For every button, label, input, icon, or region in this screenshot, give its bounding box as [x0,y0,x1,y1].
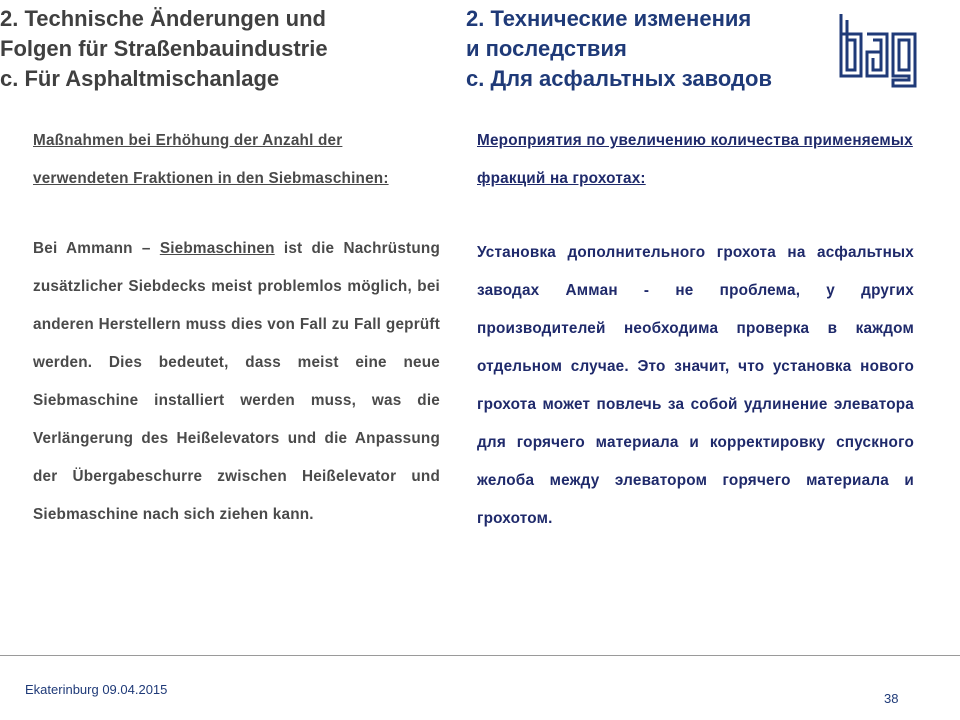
footer-divider [0,655,960,656]
german-body-rest: ist die Nachrüstung zusätzlicher Siebdecks meist problemlos möglich, bei anderen Herstellern muss dies von Fall zu Fall geprüft werden. Dies bedeutet, dass meist eine neue Siebmaschine installiert werden muss, was die Verlängerung des Heißelevators und die Anpassung der Übergabeschurre zwischen Heißelevator und Siebmaschine nach sich ziehen kann. [33,240,440,523]
german-body-prefix: Bei Ammann – [33,240,160,257]
german-column [33,122,440,523]
bag-logo-icon [833,12,927,88]
german-body [33,230,440,534]
page-number: 38 [884,691,899,706]
russian-column [477,122,914,527]
russian-body: Установка дополнительного грохота на асфальтных заводах Амман - не проблема, у других производителей необходима проверка в каждом отдельном случае. Это значит, что установка нового грохота может повлечь за собой удлинение элеватора для горячего материала и корректировку спускного желоба между элеватором горячего материала и грохотом. [477,244,914,527]
russian-heading: Мероприятия по увеличению количества применяемых фракций на грохотах: [477,132,913,187]
page-title-german: 2. Technische Änderungen und Folgen für Straßenbauindustrie c. Für Asphaltmischanlage [0,6,328,91]
german-heading: Maßnahmen bei Erhöhung der Anzahl der verwendeten Fraktionen in den Siebmaschinen: [33,132,389,187]
german-body-link: Siebmaschinen [159,240,275,257]
page-title-russian: 2. Технические изменения и последствия с. Для асфальтных заводов [466,6,772,91]
footer-location-date: Ekaterinburg 09.04.2015 [25,682,168,697]
